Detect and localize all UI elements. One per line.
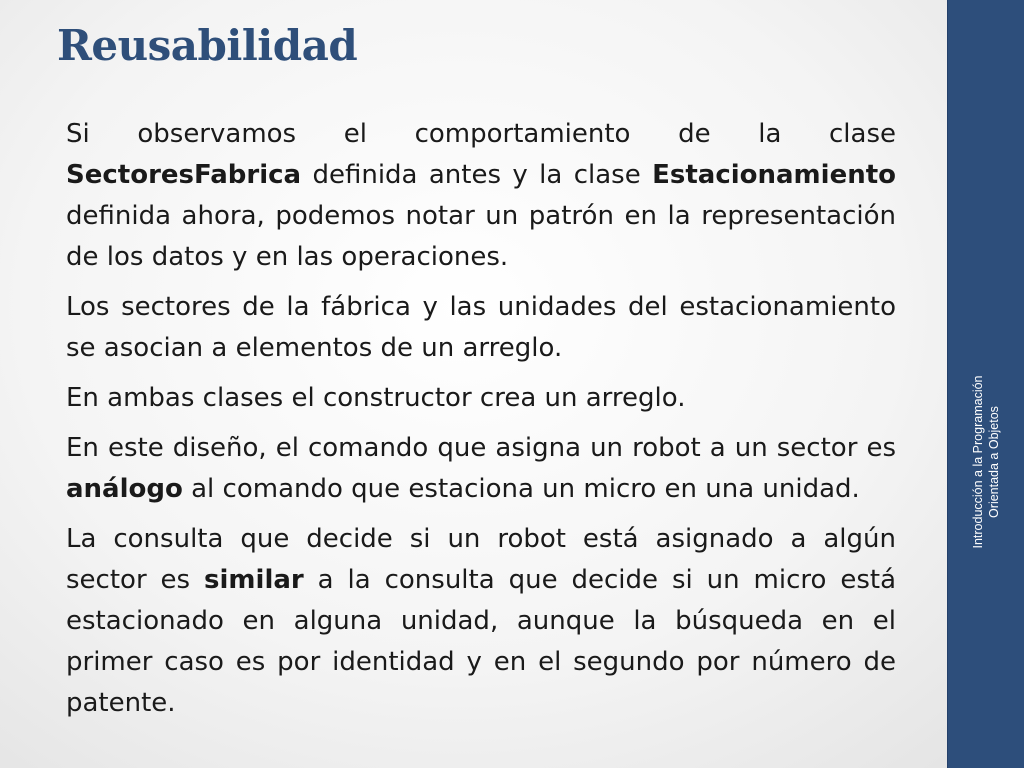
footer-line-1: Introducción a la Programación: [971, 375, 985, 549]
emphasized-term: SectoresFabrica: [66, 160, 302, 190]
paragraph-text: Si observamos el comportamiento de la clase: [66, 119, 896, 149]
paragraph-text: a la consulta que decide si un micro está estacionado en alguna unidad, aunque la búsqueda en el primer caso es por identidad y en el segundo por número de patente.: [66, 565, 897, 718]
paragraph-text: En ambas clases el constructor crea un arreglo.: [66, 383, 686, 413]
paragraph-text: definida ahora, podemos notar un patrón en la representación de los datos y en las operaciones.: [66, 201, 896, 272]
slide-body: [66, 114, 896, 733]
emphasized-term: análogo: [66, 474, 183, 504]
paragraph-text: definida antes y la clase: [301, 160, 653, 190]
paragraph-1: [66, 114, 896, 278]
footer-line-2: Orientada a Objetos: [987, 406, 1001, 518]
footer-course-title: [948, 0, 1024, 768]
slide-title: Reusabilidad: [57, 21, 358, 70]
paragraph-text: al comando que estaciona un micro en una unidad.: [182, 474, 860, 504]
paragraph-text: Los sectores de la fábrica y las unidades del estacionamiento se asocian a elementos de un arreglo.: [66, 292, 896, 363]
paragraph-3: [66, 378, 896, 419]
paragraph-text: En este diseño, el comando que asigna un robot a un sector es: [66, 433, 896, 463]
emphasized-term: similar: [204, 565, 304, 595]
paragraph-text: La consulta que decide si un robot está asignado a algún sector es: [66, 524, 896, 595]
side-bar: [948, 0, 1024, 768]
emphasized-term: Estacionamiento: [652, 160, 896, 190]
paragraph-2: [66, 287, 896, 369]
paragraph-4: [66, 428, 896, 510]
paragraph-5: [66, 519, 896, 724]
